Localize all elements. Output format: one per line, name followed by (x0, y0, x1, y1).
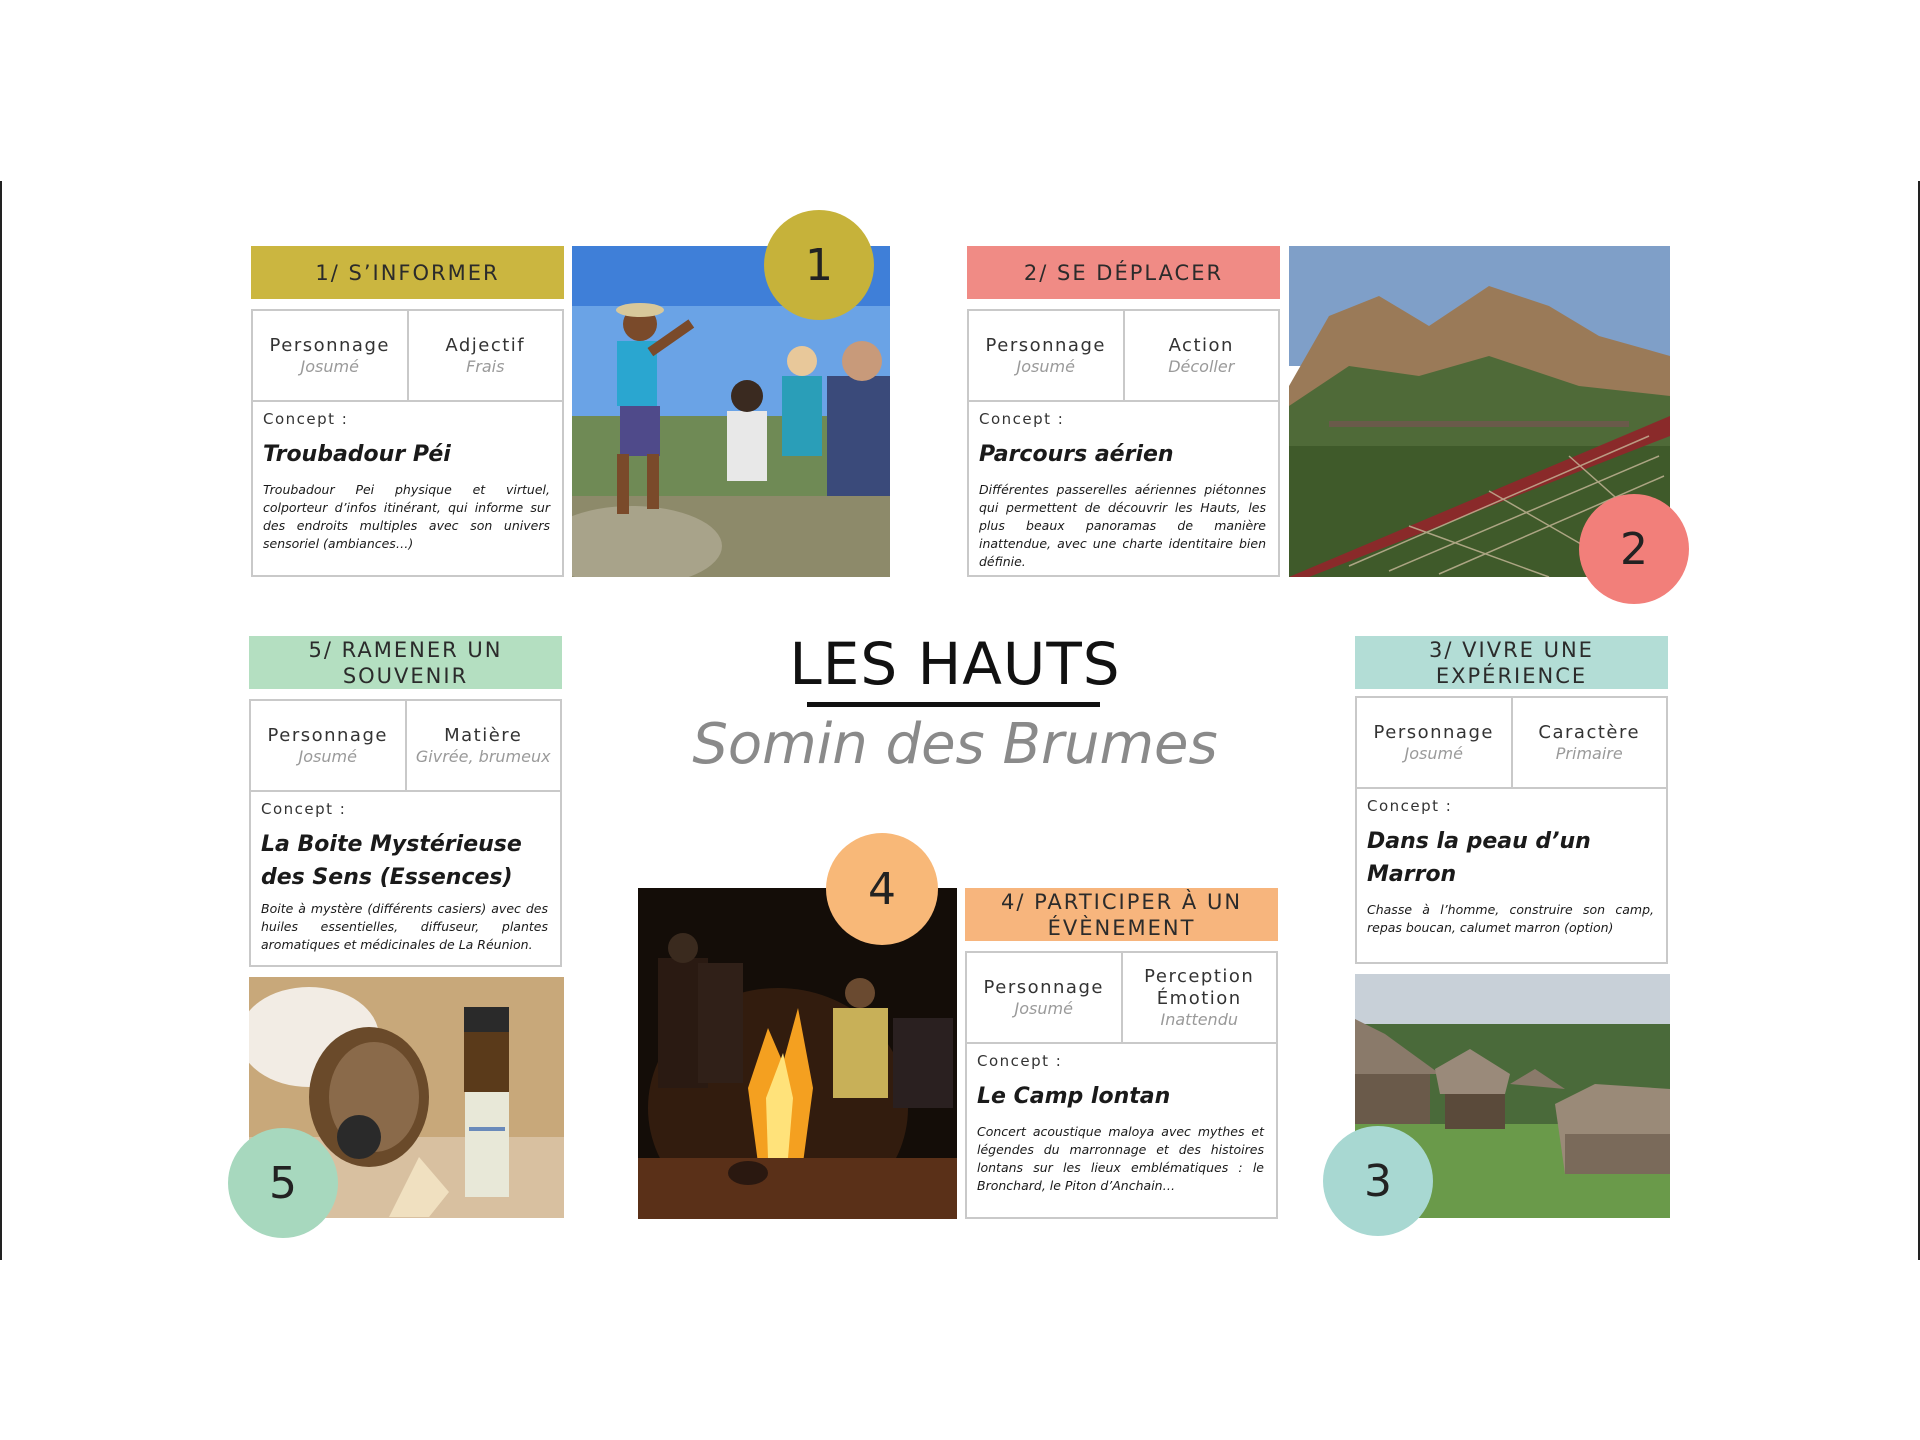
step3-concept-title: Dans la peau d’un Marron (1367, 829, 1591, 887)
step3-header: 3/ VIVRE UNE EXPÉRIENCE (1355, 636, 1668, 689)
step3-attr-character: Personnage Josumé (1373, 721, 1494, 763)
step5-number-badge: 5 (228, 1128, 338, 1238)
step4-attr-perception: Perception Émotion Inattendu (1121, 953, 1277, 1042)
step1-card (251, 309, 564, 577)
step5-attr-material: Matière Givrée, brumeux (405, 701, 561, 790)
step2-attr-action: Action Décoller (1123, 311, 1279, 400)
title-underline (807, 702, 1100, 707)
step1-concept-title: Troubadour Péi (263, 442, 451, 467)
step2-number-badge: 2 (1579, 494, 1689, 604)
step2-card (967, 309, 1280, 577)
step4-header: 4/ PARTICIPER À UN ÉVÈNEMENT (965, 888, 1278, 941)
page-title: LES HAUTS (789, 630, 1121, 698)
step2-attr-character: Personnage Josumé (985, 334, 1106, 376)
step3-concept-description: Chasse à l’homme, construire son camp, repas boucan, calumet marron (option) (1367, 902, 1654, 935)
step4-attr-character: Personnage Josumé (983, 976, 1104, 1018)
page-subtitle: Somin des Brumes (692, 712, 1218, 777)
step2-header: 2/ SE DÉPLACER (967, 246, 1280, 299)
step3-concept-label: Concept : (1367, 797, 1453, 815)
step5-header: 5/ RAMENER UN SOUVENIR (249, 636, 562, 689)
step4-card (965, 951, 1278, 1219)
step1-concept-description: Troubadour Pei physique et virtuel, colporteur d’infos itinérant, qui informe sur des endroits multiples avec son univers sensoriel (ambiances…) (263, 482, 550, 551)
step4-number-badge: 4 (826, 833, 938, 945)
step4-concept-description: Concert acoustique maloya avec mythes et légendes du marronnage et des histoires lontans sur les lieux emblématiques : le Bronchard, le Piton d’Anchain… (977, 1124, 1264, 1193)
step4-concept-title: Le Camp lontan (977, 1084, 1171, 1109)
step2-concept-description: Différentes passerelles aériennes piétonnes qui permettent de découvrir les Hauts, les plus beaux panoramas de manière inattendue, avec une charte identitaire bien définie. (979, 482, 1266, 569)
step5-card (249, 699, 562, 967)
step5-concept-description: Boite à mystère (différents casiers) avec des huiles essentielles, diffuseur, plantes aromatiques et médicinales de La Réunion. (261, 901, 548, 952)
step5-attr-character: Personnage Josumé (267, 724, 388, 766)
step2-concept-title: Parcours aérien (979, 442, 1174, 467)
step3-number-badge: 3 (1323, 1126, 1433, 1236)
step4-concept-label: Concept : (977, 1052, 1063, 1070)
step1-header: 1/ S’INFORMER (251, 246, 564, 299)
step5-concept-title: La Boite Mystérieuse des Sens (Essences) (261, 832, 522, 890)
left-border (0, 181, 2, 1260)
step5-concept-label: Concept : (261, 800, 347, 818)
step3-card (1355, 696, 1668, 964)
step1-attr-adjective: Adjectif Frais (407, 311, 563, 400)
step2-concept-label: Concept : (979, 410, 1065, 428)
step1-concept-label: Concept : (263, 410, 349, 428)
step3-attr-trait: Caractère Primaire (1511, 698, 1667, 787)
step1-number-badge: 1 (764, 210, 874, 320)
step1-attr-character: Personnage Josumé (269, 334, 390, 376)
